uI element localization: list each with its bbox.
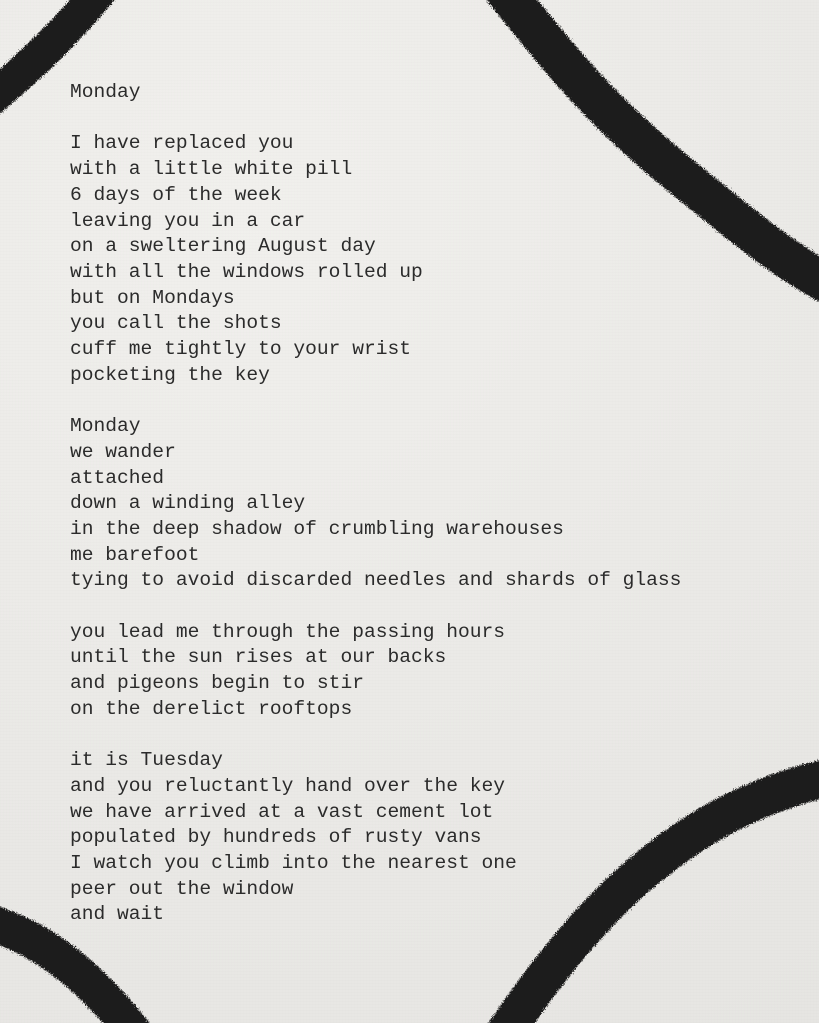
poem-line: peer out the window [70, 877, 294, 900]
stanza [70, 414, 770, 594]
poem-title-stanza [70, 80, 770, 106]
poem-line: we wander [70, 440, 176, 463]
poem-line: we have arrived at a vast cement lot [70, 800, 494, 823]
poem-line: with a little white pill [70, 158, 353, 181]
poem-line: I watch you climb into the nearest one [70, 852, 517, 875]
poem-line: and pigeons begin to stir [70, 672, 364, 695]
poem-line: but on Mondays [70, 286, 235, 309]
poem-line: until the sun rises at our backs [70, 646, 447, 669]
poem-line: with all the windows rolled up [70, 260, 423, 283]
poem-line: populated by hundreds of rusty vans [70, 826, 482, 849]
poem-line: I have replaced you [70, 132, 294, 155]
poem-line: it is Tuesday [70, 749, 223, 772]
poem-line: Monday [70, 415, 141, 438]
poem-body [70, 131, 770, 928]
poem-line: me barefoot [70, 543, 200, 566]
poem-line: 6 days of the week [70, 183, 282, 206]
poem-line: on the derelict rooftops [70, 697, 353, 720]
poem [70, 80, 770, 928]
poem-line: tying to avoid discarded needles and shards of glass [70, 569, 682, 592]
poem-line: and you reluctantly hand over the key [70, 774, 506, 797]
stanza [70, 748, 770, 928]
stanza [70, 131, 770, 388]
poem-line: attached [70, 466, 165, 489]
poem-line: on a sweltering August day [70, 235, 376, 258]
poem-line: in the deep shadow of crumbling warehouses [70, 517, 564, 540]
poem-line: and wait [70, 903, 165, 926]
poem-line: cuff me tightly to your wrist [70, 338, 411, 361]
stanza [70, 620, 770, 723]
poem-line: you lead me through the passing hours [70, 620, 506, 643]
poem-title: Monday [70, 81, 141, 103]
bottom-left-stroke [0, 920, 140, 1023]
poem-line: pocketing the key [70, 363, 270, 386]
poem-line: leaving you in a car [70, 209, 306, 232]
poem-line: you call the shots [70, 312, 282, 335]
poem-line: down a winding alley [70, 492, 306, 515]
